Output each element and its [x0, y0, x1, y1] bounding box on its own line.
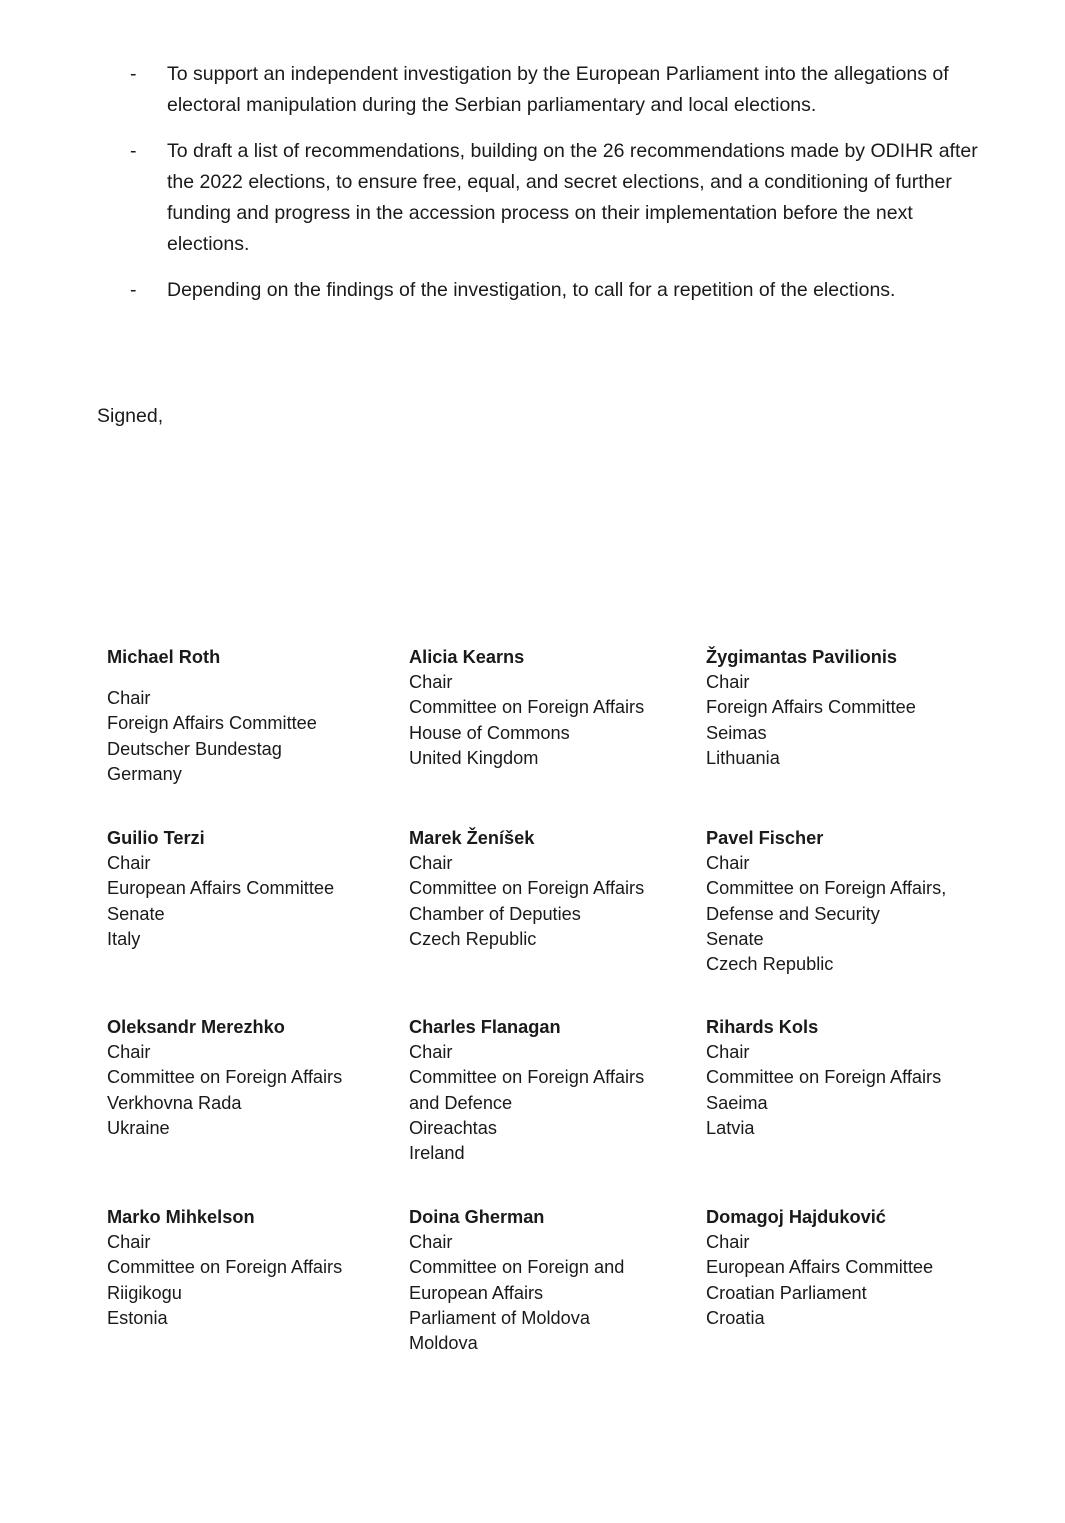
signatory-country: Germany — [107, 763, 182, 784]
signatory-name: Guilio Terzi — [107, 828, 205, 848]
signatory-parliament: Parliament of Moldova — [409, 1307, 590, 1328]
signatory-name: Alicia Kearns — [409, 647, 525, 667]
signatory-name: Charles Flanagan — [409, 1017, 561, 1037]
signatory-country: Croatia — [706, 1307, 765, 1328]
signatory-name: Domagoj Hajduković — [706, 1207, 886, 1227]
signatory-role: Chair — [706, 1232, 750, 1253]
signatory-parliament: Saeima — [706, 1092, 768, 1113]
signatory-row — [107, 1205, 1007, 1395]
signatory-block — [107, 1015, 409, 1205]
signatory-committee: European Affairs Committee — [706, 1257, 934, 1278]
recommendation-list — [0, 59, 1065, 321]
bullet-text: Depending on the findings of the investigation, to call for a repetition of the elections. — [167, 279, 896, 301]
list-item — [0, 275, 1065, 306]
signatory-block — [107, 1205, 409, 1395]
list-item — [0, 59, 1065, 121]
signatory-role: Chair — [107, 688, 151, 709]
signatory-name: Doina Gherman — [409, 1207, 545, 1227]
signatory-block — [107, 826, 409, 1015]
signatory-block — [409, 1015, 706, 1205]
signatory-name: Rihards Kols — [706, 1017, 819, 1037]
signatory-name: Michael Roth — [107, 647, 221, 667]
signatory-block — [409, 645, 706, 826]
signatory-committee: Committee on Foreign and — [409, 1257, 625, 1278]
signatory-block — [706, 826, 1006, 1015]
signatory-block — [107, 645, 409, 826]
signatory-country: Ukraine — [107, 1117, 170, 1138]
signatory-country: Italy — [107, 928, 141, 949]
signatory-committee-cont: European Affairs — [409, 1282, 544, 1303]
signatory-role: Chair — [706, 672, 750, 693]
signatory-country: United Kingdom — [409, 747, 539, 768]
signatory-parliament: Chamber of Deputies — [409, 903, 581, 924]
signatory-committee: Committee on Foreign Affairs — [107, 1257, 343, 1278]
signatory-name: Pavel Fischer — [706, 828, 824, 848]
signatory-role: Chair — [409, 853, 453, 874]
signatory-country: Moldova — [409, 1333, 478, 1354]
signatory-name: Marko Mihkelson — [107, 1207, 255, 1227]
signatory-country: Ireland — [409, 1143, 465, 1164]
signatory-committee: Foreign Affairs Committee — [706, 697, 916, 718]
signatory-country: Czech Republic — [706, 954, 834, 975]
signatory-committee: Committee on Foreign Affairs — [409, 1067, 645, 1088]
signatory-role: Chair — [409, 1042, 453, 1063]
signatory-row — [107, 645, 1007, 826]
signatory-parliament: Deutscher Bundestag — [107, 738, 282, 759]
bullet-dash: - — [130, 279, 137, 301]
bullet-text: To draft a list of recommendations, building on the 26 recommendations made by ODIHR after the 2022 elections, to ensure free, equal, and secret elections, and a conditioning of further funding and progress in the accession process on their implementation before the next elections. — [167, 140, 978, 255]
signatory-name: Oleksandr Merezhko — [107, 1017, 285, 1037]
bullet-text: To support an independent investigation by the European Parliament into the allegations of electoral manipulation during the Serbian parliamentary and local elections. — [167, 63, 949, 116]
signatory-block — [706, 1205, 1006, 1395]
signatory-committee: Foreign Affairs Committee — [107, 713, 317, 734]
signatory-row — [107, 1015, 1007, 1205]
signatory-country: Lithuania — [706, 747, 780, 768]
signatory-country: Latvia — [706, 1117, 755, 1138]
signatory-committee: Committee on Foreign Affairs — [409, 697, 645, 718]
signed-label: Signed, — [97, 405, 164, 427]
signatory-country: Czech Republic — [409, 928, 537, 949]
signatory-role: Chair — [706, 1042, 750, 1063]
signatory-parliament: Croatian Parliament — [706, 1282, 867, 1303]
signatory-committee-cont: Defense and Security — [706, 903, 880, 924]
signatory-committee: Committee on Foreign Affairs — [706, 1067, 942, 1088]
signatory-role: Chair — [409, 672, 453, 693]
signatories-grid — [107, 645, 1007, 1395]
signatory-parliament: Senate — [706, 928, 764, 949]
signatory-block — [409, 1205, 706, 1395]
signatory-role: Chair — [409, 1232, 453, 1253]
signatory-parliament: Riigikogu — [107, 1282, 182, 1303]
signatory-block — [706, 645, 1006, 826]
signatory-role: Chair — [107, 1042, 151, 1063]
signatory-row — [107, 826, 1007, 1015]
signatory-committee: Committee on Foreign Affairs, — [706, 878, 947, 899]
bullet-dash: - — [130, 140, 137, 162]
bullet-dash: - — [130, 63, 137, 85]
signatory-parliament: House of Commons — [409, 722, 570, 743]
list-item — [0, 136, 1065, 260]
signatory-committee: Committee on Foreign Affairs — [409, 878, 645, 899]
signatory-committee: European Affairs Committee — [107, 878, 335, 899]
signatory-name: Žygimantas Pavilionis — [706, 647, 898, 667]
signatory-block — [706, 1015, 1006, 1205]
signatory-country: Estonia — [107, 1307, 168, 1328]
signatory-parliament: Oireachtas — [409, 1117, 497, 1138]
signatory-committee: Committee on Foreign Affairs — [107, 1067, 343, 1088]
signatory-committee-cont: and Defence — [409, 1092, 513, 1113]
signatory-parliament: Seimas — [706, 722, 767, 743]
signatory-role: Chair — [107, 853, 151, 874]
signatory-parliament: Verkhovna Rada — [107, 1092, 242, 1113]
signatory-role: Chair — [706, 853, 750, 874]
signatory-role: Chair — [107, 1232, 151, 1253]
signatory-parliament: Senate — [107, 903, 165, 924]
signatory-block — [409, 826, 706, 1015]
signatory-name: Marek Ženíšek — [409, 828, 535, 848]
